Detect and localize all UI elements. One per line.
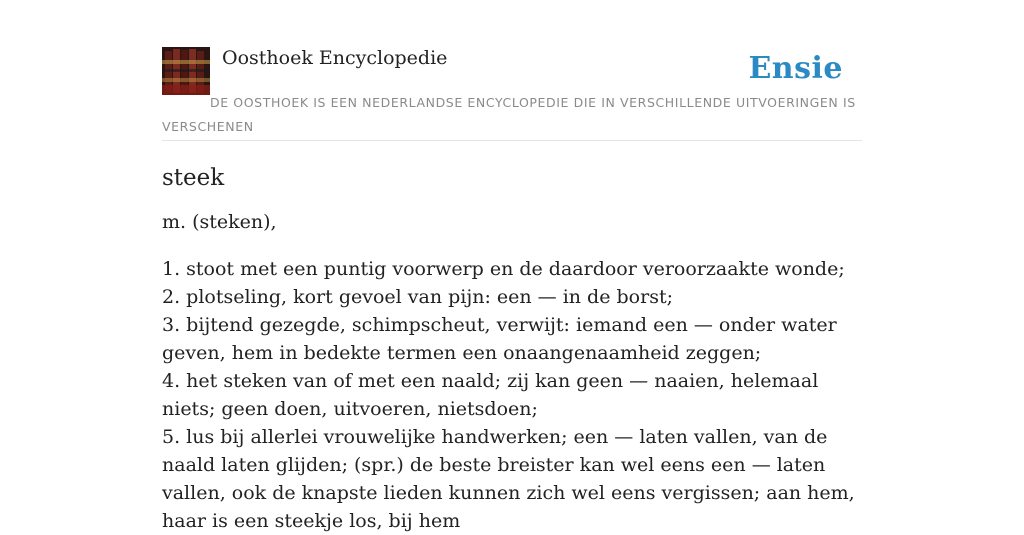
sense-item: 3. bijtend gezegde, schimpscheut, verwijt: iemand een — onder water geven, hem in bedekte termen een onaangenaamheid zeggen; <box>162 314 837 364</box>
source-header <box>162 46 862 141</box>
sense-item: 5. lus bij allerlei vrouwelijke handwerken; een — laten vallen, van de naald laten glijden; (spr.) de beste breister kan wel eens een — laten vallen, ook de knapste lieden kunnen zich wel eens vergissen; aan hem, haar is een steekje los, bij hem <box>162 426 855 532</box>
source-description: DE OOSTHOEK IS EEN NEDERLANDSE ENCYCLOPEDIE DIE IN VERSCHILLENDE UITVOERINGEN IS VERSCHENEN <box>162 95 856 134</box>
sense-item: 1. stoot met een puntig voorwerp en de daardoor veroorzaakte wonde; <box>162 258 845 280</box>
sense-item: 4. het steken van of met een naald; zij kan geen — naaien, helemaal niets; geen doen, uitvoeren, nietsdoen; <box>162 370 819 420</box>
source-title[interactable]: Oosthoek Encyclopedie <box>222 47 448 69</box>
entry-grammar: m. (steken), <box>162 211 277 233</box>
sense-item: 2. plotseling, kort gevoel van pijn: een — in de borst; <box>162 286 673 308</box>
entry-headword: steek <box>162 165 225 191</box>
source-avatar[interactable] <box>162 47 210 95</box>
entry-content <box>162 160 862 535</box>
book-spines-icon <box>162 47 210 95</box>
ensie-logo-link[interactable]: Ensie <box>748 51 843 86</box>
entry-senses <box>162 255 862 535</box>
